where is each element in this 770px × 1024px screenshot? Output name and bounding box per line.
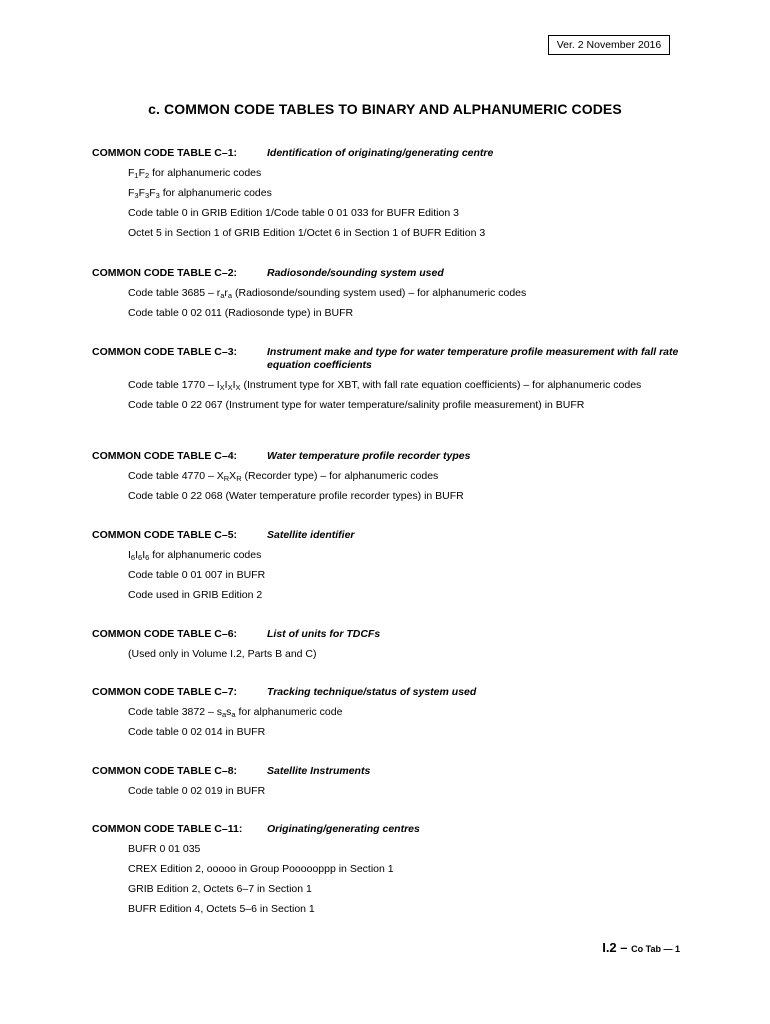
entry-subscript: X [219, 383, 225, 392]
table-number: COMMON CODE TABLE C–11: [92, 823, 243, 835]
code-table-section [92, 765, 692, 798]
entry-subscript: 6 [130, 553, 136, 562]
section-heading [92, 765, 692, 778]
entry-text: r [224, 287, 228, 299]
section-heading [92, 529, 692, 542]
entry-subscript: 6 [138, 553, 143, 562]
table-entry [128, 287, 692, 300]
entry-text: Code table 3685 – r [128, 287, 221, 299]
entry-text: X [229, 470, 237, 482]
code-table-section [92, 686, 692, 739]
code-table-section [92, 267, 692, 320]
table-entry [128, 470, 692, 483]
entry-text: (Instrument type for XBT, with fall rate equation coefficients) – for alphanumeric codes [240, 379, 642, 391]
entry-text: for alphanumeric codes [159, 187, 272, 199]
entry-subscript: 3 [145, 191, 150, 200]
table-title: Radiosonde/sounding system used [267, 267, 444, 279]
table-number: COMMON CODE TABLE C–1: [92, 147, 238, 159]
table-title: Originating/generating centres [267, 823, 420, 835]
table-entry: Code table 0 01 007 in BUFR [128, 569, 266, 581]
entry-subscript: a [227, 291, 233, 300]
table-entry: GRIB Edition 2, Octets 6–7 in Section 1 [128, 883, 312, 895]
table-entry [128, 549, 692, 562]
footer-dash: – [616, 940, 632, 955]
table-number: COMMON CODE TABLE C–3: [92, 346, 238, 358]
entry-subscript: X [227, 383, 233, 392]
entry-text: I [128, 549, 131, 561]
section-heading [92, 346, 692, 372]
entry-text: (Recorder type) – for alphanumeric codes [241, 470, 439, 482]
code-table-section [92, 450, 692, 503]
entry-subscript: 2 [145, 171, 150, 180]
table-entry: BUFR 0 01 035 [128, 843, 201, 855]
entry-text: for alphanumeric codes [149, 167, 262, 179]
table-title: Identification of originating/generating centre [267, 147, 494, 159]
entry-text: F [128, 167, 135, 179]
entry-text: Code table 4770 – X [128, 470, 224, 482]
footer-tab: Co Tab [631, 944, 661, 954]
entry-text: Code table 3872 – s [128, 706, 222, 718]
entry-subscript: a [231, 710, 236, 719]
section-heading [92, 686, 692, 699]
section-heading [92, 267, 692, 280]
entry-subscript: R [223, 474, 230, 483]
entry-text: I [224, 379, 228, 391]
entry-text: for alphanumeric codes [149, 549, 262, 561]
table-entry: Octet 5 in Section 1 of GRIB Edition 1/Octet 6 in Section 1 of BUFR Edition 3 [128, 227, 486, 239]
code-table-section [92, 346, 692, 412]
entry-text: s [226, 706, 232, 718]
table-title: Satellite Instruments [267, 765, 371, 777]
table-entry: Code table 0 02 019 in BUFR [128, 785, 266, 797]
table-number: COMMON CODE TABLE C–8: [92, 765, 238, 777]
entry-text: Code table 1770 – I [128, 379, 220, 391]
table-number: COMMON CODE TABLE C–6: [92, 628, 238, 640]
table-entry [128, 379, 692, 392]
table-entry [128, 187, 692, 200]
table-entry [128, 167, 692, 180]
table-title: Instrument make and type for water temperature profile measurement with fall rate equation coefficients [267, 346, 679, 371]
version-label: Ver. 2 November 2016 [548, 35, 670, 55]
entry-text: F [149, 187, 156, 199]
table-title: Tracking technique/status of system used [267, 686, 477, 698]
code-table-section [92, 823, 692, 916]
page-footer [560, 940, 680, 955]
entry-text: F [128, 187, 135, 199]
table-number: COMMON CODE TABLE C–2: [92, 267, 238, 279]
entry-subscript: 3 [155, 191, 160, 200]
table-number: COMMON CODE TABLE C–5: [92, 529, 238, 541]
code-table-section [92, 147, 692, 240]
section-heading [92, 450, 692, 463]
entry-subscript: 6 [145, 553, 150, 562]
table-title: List of units for TDCFs [267, 628, 381, 640]
table-entry: Code table 0 22 067 (Instrument type for water temperature/salinity profile measurement) in BUFR [128, 399, 585, 411]
table-title: Water temperature profile recorder types [267, 450, 471, 462]
code-table-section [92, 628, 692, 661]
table-entry: Code used in GRIB Edition 2 [128, 589, 263, 601]
table-entry: BUFR Edition 4, Octets 5–6 in Section 1 [128, 903, 315, 915]
page-title: c. COMMON CODE TABLES TO BINARY AND ALPHANUMERIC CODES [148, 101, 622, 117]
section-heading [92, 147, 692, 160]
table-entry: (Used only in Volume I.2, Parts B and C) [128, 648, 317, 660]
footer-part: I.2 [602, 940, 617, 955]
section-heading [92, 823, 692, 836]
entry-subscript: 1 [134, 171, 139, 180]
table-number: COMMON CODE TABLE C–4: [92, 450, 238, 462]
entry-subscript: a [220, 291, 225, 300]
entry-subscript: X [235, 383, 241, 392]
table-entry: CREX Edition 2, ooooo in Group Poooooppp in Section 1 [128, 863, 394, 875]
table-title: Satellite identifier [267, 529, 355, 541]
table-entry: Code table 0 02 011 (Radiosonde type) in BUFR [128, 307, 354, 319]
table-entry: Code table 0 in GRIB Edition 1/Code table 0 01 033 for BUFR Edition 3 [128, 207, 459, 219]
entry-subscript: 3 [134, 191, 139, 200]
entry-subscript: R [236, 474, 242, 483]
footer-page: — 1 [660, 944, 680, 954]
table-entry: Code table 0 02 014 in BUFR [128, 726, 266, 738]
table-entry [128, 706, 692, 719]
entry-text: I [135, 549, 139, 561]
table-number: COMMON CODE TABLE C–7: [92, 686, 238, 698]
section-heading [92, 628, 692, 641]
entry-text: for alphanumeric code [235, 706, 343, 718]
entry-text: I [232, 379, 236, 391]
entry-subscript: a [222, 710, 227, 719]
entry-text: F [138, 167, 146, 179]
entry-text: F [138, 187, 146, 199]
entry-text: (Radiosonde/sounding system used) – for alphanumeric codes [232, 287, 527, 299]
code-table-section [92, 529, 692, 602]
entry-text: I [142, 549, 146, 561]
table-entry: Code table 0 22 068 (Water temperature profile recorder types) in BUFR [128, 490, 464, 502]
